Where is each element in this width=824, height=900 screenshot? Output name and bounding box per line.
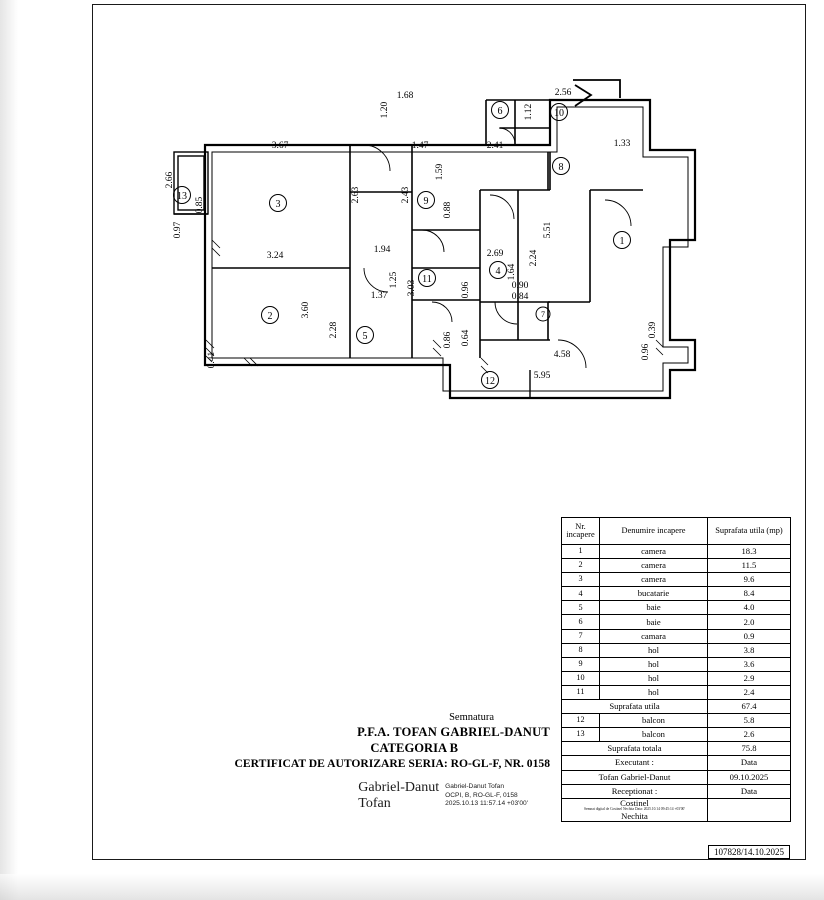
cell-nr: 2 (562, 559, 600, 573)
semnatura-label: Semnatura (449, 712, 494, 723)
cell-nr: 13 (562, 728, 600, 742)
svg-text:10: 10 (554, 108, 564, 119)
receiver-name-line2: Nechita (621, 810, 648, 821)
cell-nr: 3 (562, 573, 600, 587)
cell-name: baie (600, 615, 708, 629)
digital-signature (210, 780, 550, 811)
svg-text:0.86: 0.86 (443, 331, 453, 349)
cell-nr: 9 (562, 657, 600, 671)
pfa-name: P.F.A. TOFAN GABRIEL-DANUT (357, 725, 550, 739)
svg-text:1.12: 1.12 (524, 103, 534, 121)
svg-text:4.58: 4.58 (553, 350, 571, 360)
cell-area: 4.0 (708, 601, 791, 615)
signer-meta: Gabriel-Danut Tofan OCPI, B, RO-GL-F, 0158 2025.10.13 11:57.14 +03'00' (445, 783, 528, 808)
svg-text:12: 12 (485, 376, 495, 387)
svg-text:2: 2 (267, 311, 273, 322)
cell-name: camara (600, 629, 708, 643)
cell-name: hol (600, 643, 708, 657)
cell-name: baie (600, 601, 708, 615)
cell-area: 2.9 (708, 671, 791, 685)
cell-area: 18.3 (708, 545, 791, 559)
svg-text:13: 13 (177, 191, 187, 202)
receiver-digital-note: Semnat digital de Costinel Nechita Data: 2025.10.14 09:45:14 +03'00' (584, 807, 685, 812)
cell-nr: 5 (562, 601, 600, 615)
cell-name: hol (600, 657, 708, 671)
cell-area: 3.6 (708, 657, 791, 671)
svg-text:1: 1 (619, 236, 625, 247)
svg-text:0.85: 0.85 (195, 196, 205, 214)
cell-name: balcon (600, 728, 708, 742)
certificat-label: CERTIFICAT DE AUTORIZARE SERIA: RO-GL-F, NR. 0158 (234, 757, 550, 770)
executant-date: 09.10.2025 (708, 770, 791, 784)
table-header-row (562, 518, 791, 545)
total-label: Suprafata totala (562, 742, 708, 756)
subtotal-label: Suprafata utila (562, 700, 708, 714)
cell-area: 5.8 (708, 714, 791, 728)
svg-text:3.60: 3.60 (301, 301, 311, 319)
cell-area: 2.6 (708, 728, 791, 742)
svg-text:1.68: 1.68 (396, 91, 414, 101)
receiver-empty-cell (708, 798, 791, 822)
receiver-name-line1: Costinel (620, 797, 649, 808)
table-row (562, 728, 791, 742)
cell-name: hol (600, 685, 708, 699)
svg-text:1.25: 1.25 (389, 271, 399, 289)
svg-text:1.59: 1.59 (435, 163, 445, 181)
cell-area: 11.5 (708, 559, 791, 573)
cell-nr: 11 (562, 685, 600, 699)
svg-text:6: 6 (497, 106, 503, 117)
table-row (562, 671, 791, 685)
svg-text:1.20: 1.20 (380, 101, 390, 119)
svg-text:9: 9 (423, 196, 429, 207)
svg-text:3.67: 3.67 (271, 141, 289, 151)
categoria-label: CATEGORIA B (370, 741, 458, 755)
svg-text:8: 8 (558, 162, 564, 173)
cell-nr: 8 (562, 643, 600, 657)
cell-name: camera (600, 573, 708, 587)
svg-text:4: 4 (495, 266, 501, 277)
svg-text:0.39: 0.39 (648, 321, 658, 339)
table-row (562, 615, 791, 629)
svg-text:3.03: 3.03 (407, 279, 417, 297)
svg-text:5: 5 (362, 331, 368, 342)
cell-area: 2.4 (708, 685, 791, 699)
svg-text:0.41: 0.41 (207, 351, 217, 369)
cell-nr: 6 (562, 615, 600, 629)
table-row (562, 657, 791, 671)
cell-nr: 10 (562, 671, 600, 685)
subtotal-row (562, 700, 791, 714)
table-row (562, 601, 791, 615)
cell-area: 9.6 (708, 573, 791, 587)
signature-block (210, 712, 550, 811)
cell-name: camera (600, 559, 708, 573)
receptionat-label: Receptionat : (562, 784, 708, 798)
svg-text:2.24: 2.24 (529, 249, 539, 267)
svg-text:3: 3 (275, 199, 281, 210)
svg-text:0.97: 0.97 (173, 221, 183, 239)
cell-name: camera (600, 545, 708, 559)
cell-nr: 7 (562, 629, 600, 643)
signer-name: Gabriel-Danut Tofan (358, 780, 440, 811)
col-header-nr: Nr. incapere (562, 518, 600, 545)
svg-text:7: 7 (541, 310, 545, 319)
col-header-name: Denumire incapere (600, 518, 708, 545)
cell-area: 0.9 (708, 629, 791, 643)
svg-text:0.84: 0.84 (511, 292, 529, 302)
executant-name: Tofan Gabriel-Danut (562, 770, 708, 784)
svg-text:3.24: 3.24 (266, 251, 284, 261)
svg-text:2.56: 2.56 (554, 88, 572, 98)
svg-text:2.66: 2.66 (165, 171, 175, 189)
scan-edge-left (0, 0, 18, 900)
svg-text:11: 11 (422, 274, 432, 285)
executant-label: Executant : (562, 756, 708, 770)
total-area: 75.8 (708, 742, 791, 756)
cell-name: balcon (600, 714, 708, 728)
receiver-signature (562, 798, 708, 822)
executant-name-row (562, 770, 791, 784)
document-number: 107828/14.10.2025 (708, 845, 790, 859)
receptionat-row (562, 784, 791, 798)
receptionat-data: Data (708, 784, 791, 798)
cell-name: bucatarie (600, 587, 708, 601)
svg-text:1.64: 1.64 (507, 263, 517, 281)
scan-edge-bottom (0, 874, 824, 900)
room-schedule (561, 517, 790, 857)
cell-nr: 1 (562, 545, 600, 559)
svg-text:0.96: 0.96 (641, 343, 651, 361)
cell-nr: 12 (562, 714, 600, 728)
col-header-area: Suprafata utila (mp) (708, 518, 791, 545)
svg-text:0.64: 0.64 (461, 329, 471, 347)
table-row (562, 643, 791, 657)
cell-area: 8.4 (708, 587, 791, 601)
cell-area: 3.8 (708, 643, 791, 657)
cell-area: 2.0 (708, 615, 791, 629)
svg-text:1.94: 1.94 (373, 245, 391, 255)
executant-data: Data (708, 756, 791, 770)
svg-text:0.96: 0.96 (461, 281, 471, 299)
svg-text:5.95: 5.95 (533, 371, 551, 381)
executant-row (562, 756, 791, 770)
svg-text:1.47: 1.47 (411, 141, 429, 151)
svg-text:0.90: 0.90 (511, 281, 529, 291)
cell-nr: 4 (562, 587, 600, 601)
svg-text:2.69: 2.69 (486, 249, 504, 259)
svg-text:0.88: 0.88 (443, 201, 453, 219)
cell-name: hol (600, 671, 708, 685)
receiver-row (562, 798, 791, 822)
table-row (562, 573, 791, 587)
svg-text:2.43: 2.43 (401, 186, 411, 204)
room-table (561, 517, 791, 822)
floor-plan (150, 40, 770, 420)
table-row (562, 685, 791, 699)
table-row (562, 545, 791, 559)
table-row (562, 629, 791, 643)
subtotal-area: 67.4 (708, 700, 791, 714)
svg-text:2.41: 2.41 (486, 141, 504, 151)
table-row (562, 714, 791, 728)
total-row (562, 742, 791, 756)
svg-text:5.51: 5.51 (543, 221, 553, 239)
svg-text:1.33: 1.33 (613, 139, 631, 149)
svg-text:2.63: 2.63 (351, 186, 361, 204)
table-row (562, 587, 791, 601)
svg-text:1.37: 1.37 (370, 291, 388, 301)
svg-text:2.28: 2.28 (329, 321, 339, 339)
table-row (562, 559, 791, 573)
